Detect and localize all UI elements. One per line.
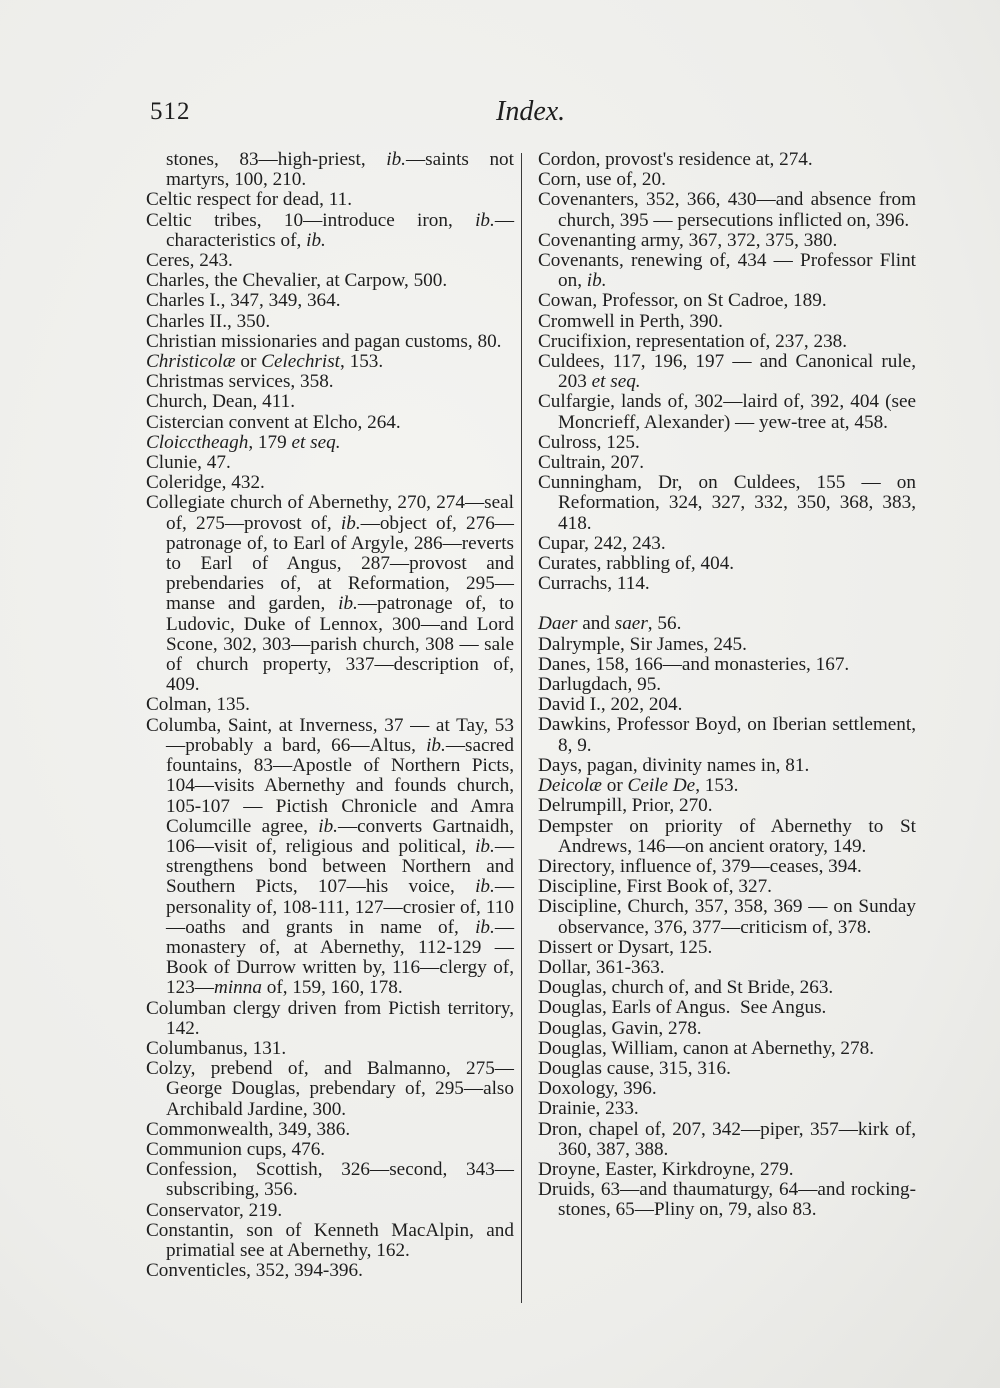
index-entry: Christicolæ or Celechrist, 153. (146, 351, 384, 373)
index-entry: Druids, 63—and thaumaturgy, 64—and rocking-stones, 65—Pliny on, 79, also 83. (538, 1179, 916, 1221)
index-entry: Charles I., 347, 349, 364. (146, 290, 341, 312)
index-entry: Dron, chapel of, 207, 342—piper, 357—kirk of, 360, 387, 388. (538, 1118, 916, 1160)
index-entry: Ceres, 243. (146, 250, 233, 272)
index-entry: Cupar, 242, 243. (538, 532, 666, 554)
index-entry: Confession, Scottish, 326—second, 343—subscribing, 356. (146, 1159, 514, 1201)
index-entry: Corn, use of, 20. (538, 169, 666, 191)
index-entry: Currachs, 114. (538, 573, 650, 595)
index-entry: Culdees, 117, 196, 197 — and Canonical rule, 203 et seq. (538, 351, 916, 393)
index-entry: Drainie, 233. (538, 1098, 639, 1120)
index-entry: Collegiate church of Abernethy, 270, 274—seal of, 275—provost of, ib.—object of, 276—patronage of, to Earl of Argyle, 286—reverts to Earl of Angus, 287—provost and prebendaries of, at Reformation, 295—manse and garden, ib.—patronage of, to Ludovic, Duke of Lennox, 300—and Lord Scone, 302, 303—parish church, 308 — sale of church property, 337—description of, 409. (146, 492, 514, 696)
page-number: 512 (150, 98, 191, 125)
index-entry: Dissert or Dysart, 125. (538, 936, 713, 958)
index-entry: Charles, the Chevalier, at Carpow, 500. (146, 270, 448, 292)
index-entry: Curates, rabbling of, 404. (538, 553, 735, 575)
index-entry: Cistercian convent at Elcho, 264. (146, 411, 401, 433)
index-entry: Directory, influence of, 379—ceases, 394. (538, 855, 862, 877)
index-column-left (146, 150, 514, 1281)
index-entry: Cordon, provost's residence at, 274. (538, 149, 813, 170)
index-entry: Conservator, 219. (146, 1199, 283, 1221)
index-entry: Colzy, prebend of, and Balmanno, 275—George Douglas, prebendary of, 295—also Archibald Jardine, 300. (146, 1058, 514, 1120)
index-entry: Constantin, son of Kenneth MacAlpin, and primatial see at Abernethy, 162. (146, 1219, 514, 1261)
page-header (150, 96, 580, 136)
index-entry: Douglas, church of, and St Bride, 263. (538, 977, 834, 999)
index-entry: Culross, 125. (538, 431, 640, 453)
index-entry: Dempster on priority of Abernethy to St Andrews, 146—on ancient oratory, 149. (538, 815, 916, 857)
index-entry: Cloicctheagh, 179 et seq. (146, 431, 341, 453)
index-entry: Church, Dean, 411. (146, 391, 296, 413)
index-entry: stones, 83—high-priest, ib.—saints not martyrs, 100, 210. (166, 149, 514, 191)
index-entry: Dollar, 361-363. (538, 956, 665, 978)
index-entry: Douglas, Gavin, 278. (538, 1017, 702, 1039)
index-entry: Culfargie, lands of, 302—laird of, 392, 404 (see Moncrieff, Alexander) — yew-tree at, 458. (538, 391, 916, 433)
index-entry: Deicolæ or Ceile De, 153. (538, 775, 739, 797)
index-entry: Cromwell in Perth, 390. (538, 310, 723, 332)
index-entry: Covenanting army, 367, 372, 375, 380. (538, 229, 838, 251)
index-entry: Cowan, Professor, on St Cadroe, 189. (538, 290, 827, 312)
index-entry: Cunningham, Dr, on Culdees, 155 — on Reformation, 324, 327, 332, 350, 368, 383, 418. (538, 472, 916, 534)
index-entry: Columba, Saint, at Inverness, 37 — at Tay, 53—probably a bard, 66—Altus, ib.—sacred fountains, 83—Apostle of Northern Picts, 104—visits Abernethy and founds church, 105-107 — Pictish Chronicle and Amra Columcille agree, ib.—converts Gartnaidh, 106—visit of, religious and political, ib.—strengthens bond between Northern and Southern Picts, 107—his voice, ib.—personality of, 108-111, 127—crosier of, 110—oaths and grants in name of, ib.—monastery of, at Abernethy, 112-129 — Book of Durrow written by, 116—clergy of, 123—minna of, 159, 160, 178. (146, 714, 514, 999)
index-entry: Darlugdach, 95. (538, 674, 662, 696)
index-entry: Charles II., 350. (146, 310, 271, 332)
index-entry: Clunie, 47. (146, 452, 231, 474)
index-entry: Discipline, Church, 357, 358, 369 — on Sunday observance, 376, 377—criticism of, 378. (538, 896, 916, 938)
index-entry: Douglas, Earls of Angus. See Angus. (538, 997, 827, 1019)
index-entry: Columbanus, 131. (146, 1037, 287, 1059)
index-entry: Dalrymple, Sir James, 245. (538, 633, 747, 655)
index-entry: Droyne, Easter, Kirkdroyne, 279. (538, 1158, 794, 1180)
index-entry: Doxology, 396. (538, 1078, 657, 1100)
index-entry: Covenanters, 352, 366, 430—and absence from church, 395 — persecutions inflicted on, 396. (538, 189, 916, 231)
index-entry: Dawkins, Professor Boyd, on Iberian settlement, 8, 9. (538, 714, 916, 756)
index-entry: Covenants, renewing of, 434 — Professor Flint on, ib. (538, 250, 916, 292)
index-entry: Columban clergy driven from Pictish territory, 142. (146, 997, 514, 1039)
index-entry: Cultrain, 207. (538, 452, 645, 474)
index-entry: Coleridge, 432. (146, 472, 265, 494)
index-entry: Commonwealth, 349, 386. (146, 1118, 351, 1140)
index-entry: Christian missionaries and pagan customs, 80. (146, 330, 502, 352)
index-column-right (538, 150, 916, 1221)
index-entry: Douglas, William, canon at Abernethy, 278. (538, 1037, 875, 1059)
index-entry: Days, pagan, divinity names in, 81. (538, 754, 810, 776)
index-entry: Colman, 135. (146, 694, 250, 716)
index-entry: Celtic respect for dead, 11. (146, 189, 353, 211)
index-entry: Celtic tribes, 10—introduce iron, ib.—characteristics of, ib. (146, 209, 514, 251)
running-title: Index. (496, 96, 566, 127)
index-entry: Daer and saer, 56. (538, 613, 682, 635)
index-entry: Danes, 158, 166—and monasteries, 167. (538, 653, 850, 675)
index-entry: Douglas cause, 315, 316. (538, 1057, 731, 1079)
index-entry: Crucifixion, representation of, 237, 238. (538, 330, 848, 352)
index-entry: Communion cups, 476. (146, 1138, 326, 1160)
index-entry: Discipline, First Book of, 327. (538, 876, 772, 898)
index-entry: Christmas services, 358. (146, 371, 334, 393)
index-entry: Conventicles, 352, 394-396. (146, 1260, 363, 1282)
column-divider (521, 153, 522, 1303)
index-entry: Delrumpill, Prior, 270. (538, 795, 713, 817)
index-entry: David I., 202, 204. (538, 694, 683, 716)
